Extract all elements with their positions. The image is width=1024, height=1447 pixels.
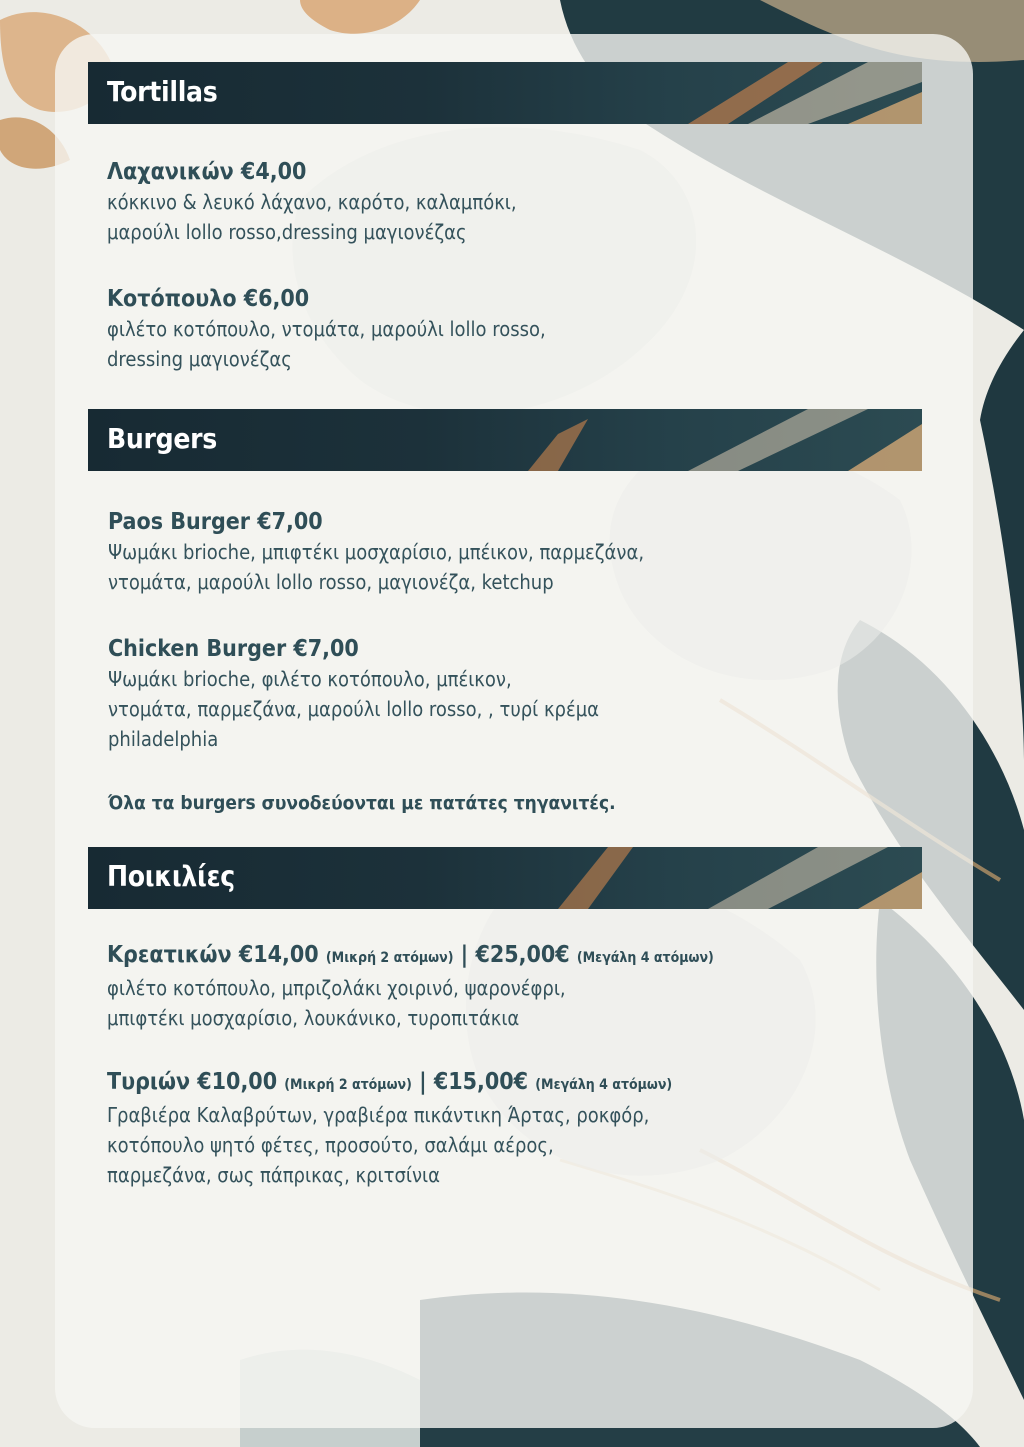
item-name-small-price: Κρεατικών €14,00 (107, 942, 326, 968)
menu-item (108, 507, 908, 597)
item-size-large: (Μεγάλη 4 ατόμων) (535, 1077, 673, 1093)
section-title: Tortillas (107, 75, 218, 108)
section-header-tortillas (88, 62, 922, 124)
item-description: Γραβιέρα Καλαβρύτων, γραβιέρα πικάντικη Άρτας, ροκφόρ, κοτόπουλο ψητό φέτες, προσούτο, σαλάμι αέρος, παρμεζάνα, σως πάπρικας, κριτσίνια (107, 1103, 650, 1187)
item-description: Ψωμάκι brioche, φιλέτο κοτόπουλο, μπέικον, ντομάτα, παρμεζάνα, μαρούλι lollo rosso, , τυρί κρέμα philadelphia (108, 667, 600, 751)
item-name: Chicken Burger €7,00 (108, 636, 359, 662)
burgers-note: Όλα τα burgers συνοδεύονται με πατάτες τηγανιτές. (108, 792, 616, 814)
item-name (107, 940, 907, 973)
item-name: Κοτόπουλο €6,00 (107, 286, 310, 312)
item-name (107, 1067, 907, 1100)
item-name-large-price: | €15,00€ (411, 1069, 536, 1095)
item-size-large: (Μεγάλη 4 ατόμων) (576, 950, 714, 966)
menu-item (108, 634, 908, 754)
section-header-burgers (88, 409, 922, 471)
item-size-small: (Μικρή 2 ατόμων) (284, 1077, 412, 1093)
item-description: κόκκινο & λευκό λάχανο, καρότο, καλαμπόκι, μαρούλι lollo rosso,dressing μαγιονέζας (107, 190, 517, 244)
item-size-small: (Μικρή 2 ατόμων) (325, 950, 454, 966)
menu-item (107, 1067, 907, 1190)
menu-item (107, 940, 907, 1033)
item-name: Paos Burger €7,00 (108, 509, 323, 535)
item-name: Λαχανικών €4,00 (107, 159, 307, 185)
menu-item (107, 157, 907, 247)
section-header-poikilies (88, 847, 922, 909)
item-name-large-price: | €25,00€ (453, 942, 577, 968)
item-description: Ψωμάκι brioche, μπιφτέκι μοσχαρίσιο, μπέικον, παρμεζάνα, ντομάτα, μαρούλι lollo rosso, μαγιονέζα, ketchup (108, 540, 645, 594)
item-description: φιλέτο κοτόπουλο, μπριζολάκι χοιρινό, ψαρονέφρι, μπιφτέκι μοσχαρίσιο, λουκάνικο, τυροπιτάκια (107, 976, 566, 1030)
section-title: Ποικιλίες (107, 860, 235, 893)
item-description: φιλέτο κοτόπουλο, ντομάτα, μαρούλι lollo rosso, dressing μαγιονέζας (107, 317, 546, 371)
section-title: Burgers (107, 422, 218, 455)
item-name-small-price: Τυριών €10,00 (107, 1069, 285, 1095)
menu-item (107, 284, 907, 374)
